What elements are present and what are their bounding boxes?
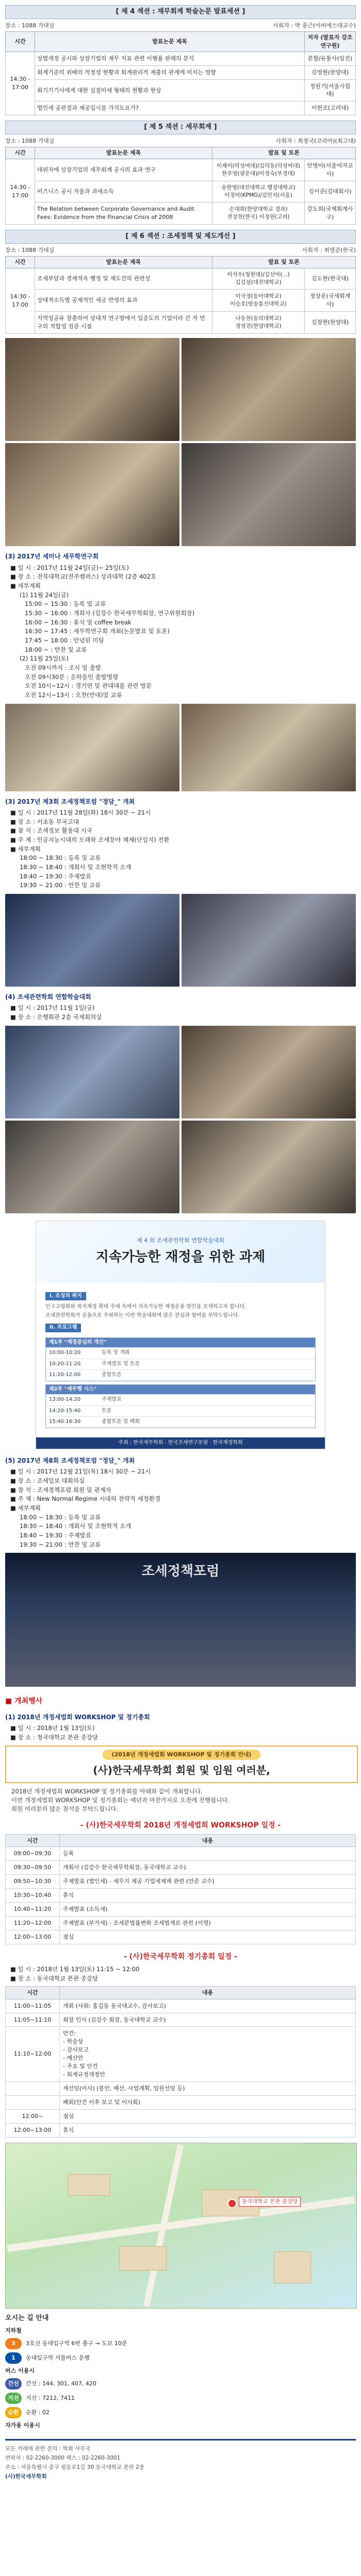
conference-poster [36, 1221, 325, 1449]
campus-map[interactable] [5, 2143, 357, 2309]
session-chair: 사회자 : 최영준(한국) [302, 247, 356, 254]
event-subline: 18:30 ~ 18:40 : 개회사 및 조현학적 소개 [20, 1522, 132, 1530]
event-line: ■ 세부계획 [10, 582, 41, 589]
poster-text: 인구고령화와 복지재정 확대 추세 속에서 지속가능한 재정운용 방안을 모색하고자 합니다. [45, 1304, 247, 1310]
poster-text: 조세관련학회가 공동으로 주최하는 이번 학술대회에 많은 관심과 참여를 부탁드립니다. [45, 1312, 240, 1318]
content-cell: 등록 [60, 1847, 356, 1861]
event-photo [182, 1026, 356, 1118]
invitation-tag: (2018년 개정세법회 WORKSHOP 및 정기총회 안내) [103, 1750, 261, 1760]
content-cell: 안건: - 학술상 - 감사보고 - 예산안 - 주요 및 안건 - 회계규정개정안 [60, 2027, 356, 2082]
event-photo [5, 1026, 179, 1118]
col-header: 시간 [6, 31, 35, 52]
event-line: ■ 장 소 : 전북대학교(전주캠퍼스) 상과대학 (2층 402호 [10, 573, 157, 581]
map-road [7, 2196, 355, 2252]
invitation-title: (사)한국세무학회 회원 및 임원 여러분, [93, 1764, 270, 1777]
event-subline: 16:00 ~ 16:30 : 휴식 및 coffee break [25, 618, 132, 626]
content-cell: 폐회(안건 이후 보고 및 이사회) [60, 2096, 356, 2110]
time-cell: 11:10~12:00 [6, 2027, 60, 2082]
col-header: 시간 [6, 257, 35, 268]
program-item: 등록 및 개회 [102, 1350, 130, 1356]
invitation-banner [5, 1745, 358, 1783]
bus-routes: 지선 : 7212, 7411 [26, 2394, 75, 2401]
session-4 [5, 5, 356, 115]
event-photos [5, 1026, 356, 1213]
event-line: ■ 주 제 : New Normal Regime 시대의 전략적 세정환경 [10, 1495, 160, 1503]
map-label: 동국대학교 본관 중강당 [239, 2197, 301, 2207]
event-subline: 오전 09시30분 : 운하들인 출발명령 [25, 673, 119, 681]
program-box-title: 제2부 "세무행 시스" [46, 1385, 315, 1395]
col-header: 발표논문 제목 [35, 257, 212, 268]
event-photo [5, 443, 179, 546]
event-photo [182, 894, 356, 987]
event-line: ■ 장 소 : 조세일보 대회의실 [10, 1477, 85, 1484]
event-line: ■ 장 소 : 청국대학교 본관 중강당 [10, 1733, 98, 1741]
time-cell: 11:20~12:00 [6, 1917, 60, 1930]
event-line: ■ 주 제 : 인공지능시대의 도래와 조세분야 체제(단일지) 전환 [10, 836, 170, 844]
time-cell: 10:40~11:20 [6, 1903, 60, 1917]
program-time: 13:00-14:20 [49, 1397, 81, 1403]
location-marker-icon[interactable] [227, 2199, 237, 2208]
bus-routes: 순환 : 02 [26, 2409, 50, 2416]
event-subline: 18:00 ~ 18:30 : 등록 및 교류 [20, 854, 101, 862]
paper-title: 비즈니스 공시 자율과 과세소득 [35, 181, 212, 202]
event-subline: 15:00 ~ 15:30 : 등록 및 교류 [25, 600, 106, 608]
subway-label: 지하철 [5, 2327, 22, 2334]
event-line: ■ 일 시 : 2018년 1월 13일(토) 11:15 ~ 12:00 [10, 1965, 140, 1973]
event-photos [5, 1553, 356, 1687]
content-cell: 주제발표 (법인세) - 세무지 제공 기업세제계 관련 (안준 교수) [60, 1875, 356, 1889]
session-6 [5, 230, 356, 2481]
content-cell: 재선임(이사) (봉안, 예산, 사업계획, 임원선임 등) [60, 2082, 356, 2096]
paper-author: 정원기(서울시립대) [305, 79, 356, 101]
event-line: ■ 일 시 : 2017년 12월 21일(목) 18시 30분 ~ 21시 [10, 1468, 151, 1476]
session-table [5, 31, 356, 116]
presenter: 이국정(동아대학교) [235, 293, 282, 300]
event-subline: 19:30 ~ 21:00 : 만찬 및 교류 [20, 882, 101, 889]
session-bar: [ 제 4 섹션 : 재무회계 학술논문 발표세션 ] [5, 5, 356, 19]
presenter: 이승호(방송통신대학교) [230, 301, 287, 308]
presenter: 나동찬(동의대학교) [235, 315, 282, 321]
general-meeting-title: - (사)한국세무학회 정기총회 일정 - [124, 1953, 237, 1961]
session-place: 장소 : 1088 가대실 [5, 22, 55, 29]
session-place: 장소 : 1088 가대실 [5, 247, 55, 254]
event-line: ■ 참 석 : 조세정보 활용대 시국 [10, 827, 92, 835]
content-cell: 점심 [60, 1930, 356, 1944]
event-line: ■ 일 시 : 2018년 1월 13일(토) [10, 1724, 95, 1732]
event-subline: 17:45 ~ 18:00 : 안녕된 미팅 [25, 636, 104, 644]
program-time: 15:40-16:30 [49, 1419, 81, 1425]
poster-title: 지속가능한 재정을 위한 과제 [95, 1249, 266, 1265]
event-line: ■ 세부계획 [10, 1504, 41, 1512]
bus-routes: 간선 : 144, 301, 407, 420 [26, 2380, 96, 2387]
program-item: 토론 [102, 1408, 112, 1414]
poster-heading: II. 프로그램 [45, 1324, 81, 1332]
workshop-title: - (사)한국세무학회 2018년 개정세법회 WORKSHOP 일정 - [80, 1821, 281, 1830]
paper-title: 대위자에 상장기업의 세무회계 공시의 효과 연구 [35, 159, 212, 181]
col-header: 발표 및 토론 [212, 147, 356, 159]
bus-type-icon: 간선 [5, 2378, 22, 2389]
content-cell: 주제발표 (부가세) - 조세분법률변화 조세법계로 관련 (이영) [60, 1917, 356, 1930]
content-cell: 개회 (사회: 홍길동 동국대교수, 감사보고) [60, 1999, 356, 2013]
presenter: 한주영(광운대)/이정숙(부경대) [222, 171, 295, 177]
event-photo [182, 443, 356, 546]
event-photo [182, 704, 356, 791]
event-subline: (1) 11월 24일(금) [20, 591, 69, 599]
event-subline: 오전 12시~13시 : 오찬(만대)및 교류 [25, 691, 122, 699]
event-photo [5, 338, 179, 441]
transport-info [5, 2314, 356, 2430]
group-photo-banner: 조세정책포럼 [141, 1564, 220, 1580]
session-bar: [ 제 5 섹션 : 세무회계 ] [5, 121, 356, 134]
event-line: ■ 장 소 : 서초동 부국고대 [10, 818, 79, 825]
col-header: 시간 [6, 1986, 60, 1999]
event-line: ■ 참 석 : 조세정책포럼 회원 및 관계자 [10, 1486, 111, 1494]
session-time: 14:30 - 17:00 [6, 159, 35, 225]
session-5 [5, 121, 356, 225]
session-chair: 사회자 : 박 종근(이비에스대교수) [273, 22, 356, 29]
col-header: 내용 [60, 1834, 356, 1847]
event-photo [5, 704, 179, 791]
program-box-title: 제1부 "재정중심의 개선" [46, 1338, 315, 1348]
event-line: ■ 일 시 : 2017년 11월 28일(화) 18시 30분 ~ 21시 [10, 809, 151, 817]
event-subline: 오전 10시~12시 : 경기연 및 관대대를 관련 방문 [25, 682, 152, 690]
transport-heading: 오시는 길 안내 [5, 2314, 49, 2322]
invitation-text: 이번 개정세법회 WORKSHOP 및 정기총회는 예년과 마찬가지로 오전에 진행됩니다. [11, 1796, 229, 1804]
program-time: 11:20-12:00 [49, 1372, 81, 1378]
time-cell: 09:50~10:30 [6, 1875, 60, 1889]
paper-title: 지역성공유 창출하여 상대적 연구방에서 입증도의 기업이라 간 자 연구의 적합성 검증 시점 [35, 312, 212, 334]
time-cell: 12:00~13:00 [6, 1930, 60, 1944]
event-subline: 16:30 ~ 17:45 : 세무학연구회 개최(논문발표 및 토론) [25, 628, 170, 635]
session-bar: [ 제 6 섹션 : 조세정책 및 제도개선 ] [5, 230, 356, 244]
col-header: 저자 (발표자 강조 연구원) [305, 31, 356, 52]
subway-line-icon: 3 [5, 2338, 22, 2349]
discussant: 김이준(김대회사) [305, 181, 356, 202]
program-time: 10:20-11:20 [49, 1361, 81, 1367]
content-cell: 점심 [60, 2109, 356, 2123]
time-cell [6, 2082, 60, 2096]
footer-org: (사)한국세무학회 [5, 2473, 47, 2480]
event-line: ■ 세부계획 [10, 845, 41, 853]
session-place: 장소 : 1088 가대실 [5, 138, 55, 145]
poster-program-box [45, 1384, 316, 1428]
poster-subtitle: 제 4 회 조세관련학회 연합학술대회 [137, 1236, 224, 1244]
event-subline: 18:40 ~ 19:30 : 주제발표 [20, 872, 91, 880]
general-meeting-table [5, 1986, 356, 2138]
bus-label: 버스 이용시 [5, 2367, 35, 2374]
time-cell: 10:30~10:40 [6, 1889, 60, 1903]
time-cell [6, 2096, 60, 2110]
group-photo [5, 1553, 356, 1687]
event-line: ■ 일 시 : 2017년 11월 1일(금) [10, 1004, 95, 1012]
event-subline: 18:30 ~ 18:40 : 개회사 및 조현학적 소개 [20, 863, 132, 871]
time-cell: 11:05~11:10 [6, 2013, 60, 2027]
paper-author: 분할/유통사(임진) [305, 52, 356, 65]
footer-line: 주소 : 서울특별시 중구 필동로1길 30 동국대학교 본관 2층 [5, 2464, 144, 2470]
event-heading: (4) 조세관련학회 연합학술대회 [5, 993, 91, 1001]
event-photos [5, 704, 356, 791]
session-table [5, 256, 356, 334]
paper-title: 회계기준의 위배의 적정성 현황과 회계관리적 제출의 관계에 미치는 영향 [35, 65, 305, 79]
session-time: 14:30 - 17:00 [6, 268, 35, 333]
paper-author: 김영현(한양대) [305, 65, 356, 79]
footer-line: 연락처 : 02-2260-3000 팩스 : 02-2260-3001 [5, 2454, 121, 2461]
event-subline: (2) 11월 25일(토) [20, 655, 69, 663]
event-photo [182, 1121, 356, 1213]
col-header: 시간 [6, 147, 35, 159]
event-subline: 19:30 ~ 21:00 : 만찬 및 교류 [20, 1540, 101, 1548]
program-item: 종합토론 및 폐회 [102, 1419, 140, 1425]
presenter: 정영진(한양대학교) [235, 323, 282, 330]
discussant: 안병미(서울여자교사) [305, 159, 356, 181]
paper-title: 회기기기사에게 대한 실질미세 형태의 현황과 현상 [35, 79, 305, 101]
program-time: 14:20-15:40 [49, 1408, 81, 1414]
section-heading: ■ 개최행사 [5, 1697, 43, 1706]
paper-author: 이현조(고려대) [305, 101, 356, 115]
event-photo [5, 1121, 179, 1213]
bus-type-icon: 지선 [5, 2393, 22, 2404]
workshop-table [5, 1834, 356, 1945]
discussant: 김창현(한양대) [305, 312, 356, 334]
paper-title: The Relation between Corporate Governance and Audit Fees: Evidence from the Financial Crisis of 2008 [35, 202, 212, 225]
map-building [68, 2174, 110, 2196]
discussant: 김도현(한국대) [305, 268, 356, 289]
discussant: 강도희(국제회계사구) [305, 202, 356, 225]
event-subline: 15:30 ~ 16:00 : 개회사 (김강수 한국세무학회장, 연구위원회장) [25, 609, 195, 617]
program-time: 10:00-10:20 [49, 1350, 81, 1356]
paper-title: 법인세 공판결과 제공입시를 가지도요가? [35, 101, 305, 115]
time-cell: 11:00~11:05 [6, 1999, 60, 2013]
content-cell: 휴식 [60, 2123, 356, 2137]
poster-footer: 주최 : 한국세무학회 · 한국조세연구포럼 · 한국재정학회 [36, 1437, 325, 1449]
paper-title: 상법개정 공시와 상장기업의 재무 지표 관련 이행률 판례의 분석 [35, 52, 305, 65]
presenter: 이정미(KPMG)/김민지(서울) [224, 192, 292, 199]
paper-title: 조세부담과 경제적속 행정 및 제도간의 관련성 [35, 268, 212, 289]
col-header: 내용 [60, 1986, 356, 1999]
col-header: 발표 및 토론 [212, 257, 356, 268]
time-cell: 09:30~09:50 [6, 1861, 60, 1875]
time-cell: 12:00~13:00 [6, 2123, 60, 2137]
col-header: 발표논문 제목 [35, 31, 305, 52]
content-cell: 휴식 [60, 1889, 356, 1903]
event-subline: 18:00 ~ 18:30 : 등록 및 교류 [20, 1513, 101, 1521]
presenter: 송한영(대전대학교 행정대학교) [221, 184, 296, 191]
map-building [274, 2251, 311, 2283]
event-heading: (3) 2017년 세미나 세무학연구회 [5, 553, 99, 561]
content-cell: 주제발표 (소득세) [60, 1903, 356, 1917]
event-subline: 오전 09시까지 : 조식 및 출발 [25, 664, 101, 671]
bus-type-icon: 순환 [5, 2407, 22, 2418]
subway-line-icon: 1 [5, 2352, 22, 2364]
presenter: 손대희(한양대학교 경과) [229, 206, 288, 213]
poster-program-box [45, 1337, 316, 1381]
event-heading: (1) 2018년 개정세법회 WORKSHOP 및 정기총회 [5, 1713, 150, 1721]
event-heading: (3) 2017년 제3회 조세정책포럼 "정담_" 개최 [5, 798, 135, 805]
discussant: 정상운(국세회계사) [305, 290, 356, 312]
content-cell: 개회사 (김강수 한국세무학회장, 동국대학교 교수) [60, 1861, 356, 1875]
car-label: 자가용 이용시 [5, 2421, 40, 2429]
event-heading: (5) 2017년 제8회 조세정책포럼 "정담_" 개최 [5, 1456, 135, 1464]
event-photos [5, 894, 356, 987]
event-subline: 18:00 ~ : 만찬 및 교류 [25, 646, 87, 653]
program-item: 종합토론 [102, 1372, 122, 1378]
presenter: 김김설(대전대학교) [235, 279, 282, 286]
invitation-text: 2018년 개정세법회 WORKSHOP 및 정기총회를 아래와 같이 개최합니다. [11, 1788, 203, 1795]
content-cell: 회장 인사 (김강수 회장, 동국대학교 교수) [60, 2013, 356, 2027]
presenter: 이석우(청원대)/김선아(...) [227, 271, 290, 278]
paper-title: 상대적소득별 공제적인 세금 반영의 효과 [35, 290, 212, 312]
poster-heading: I. 조성의 취지 [45, 1292, 86, 1301]
event-line: ■ 일 시 : 2017년 11월 24일(금)~ 25일(토) [10, 564, 129, 571]
event-subline: 18:40 ~ 19:30 : 주제발표 [20, 1531, 91, 1539]
session-chair: 사회자 : 최창국(코리아)(최고대) [275, 138, 356, 145]
time-cell: 12:00~ [6, 2109, 60, 2123]
map-building [119, 2246, 167, 2270]
footer-line: 모든 거래에 관한 문의 : 학회 사무국 [5, 2445, 91, 2452]
presenter: 이재이(덕성여대)/김덕동(덕성여대) [217, 162, 300, 169]
event-line: ■ 장 소 : 은행회관 2층 국제회의실 [10, 1013, 102, 1021]
event-photos [5, 338, 356, 546]
program-item: 주제발표 [102, 1397, 122, 1403]
presenter: 전상천(한국) 이정원(고려) [227, 214, 290, 221]
session-table [5, 147, 356, 225]
col-header: 시간 [6, 1834, 60, 1847]
event-photo [182, 338, 356, 441]
event-line: ■ 장 소 : 동국대학교 본관 중강당 [10, 1974, 98, 1982]
subway-direction: 3호선 동대입구역 6번 출구 → 도보 10분 [26, 2340, 127, 2347]
footer [5, 2439, 356, 2481]
time-cell: 09:00~09:30 [6, 1847, 60, 1861]
event-photo [5, 894, 179, 987]
invitation-text: 회원 여러분의 많은 참석을 부탁드립니다. [11, 1805, 119, 1812]
program-item: 주제발표 및 토론 [102, 1361, 140, 1367]
subway-direction: 동대입구역 셔틀버스 운행 [26, 2354, 90, 2361]
col-header: 발표논문 제목 [35, 147, 212, 159]
newsletter-page [0, 5, 361, 2576]
session-time: 14:30 - 17:00 [6, 52, 35, 115]
